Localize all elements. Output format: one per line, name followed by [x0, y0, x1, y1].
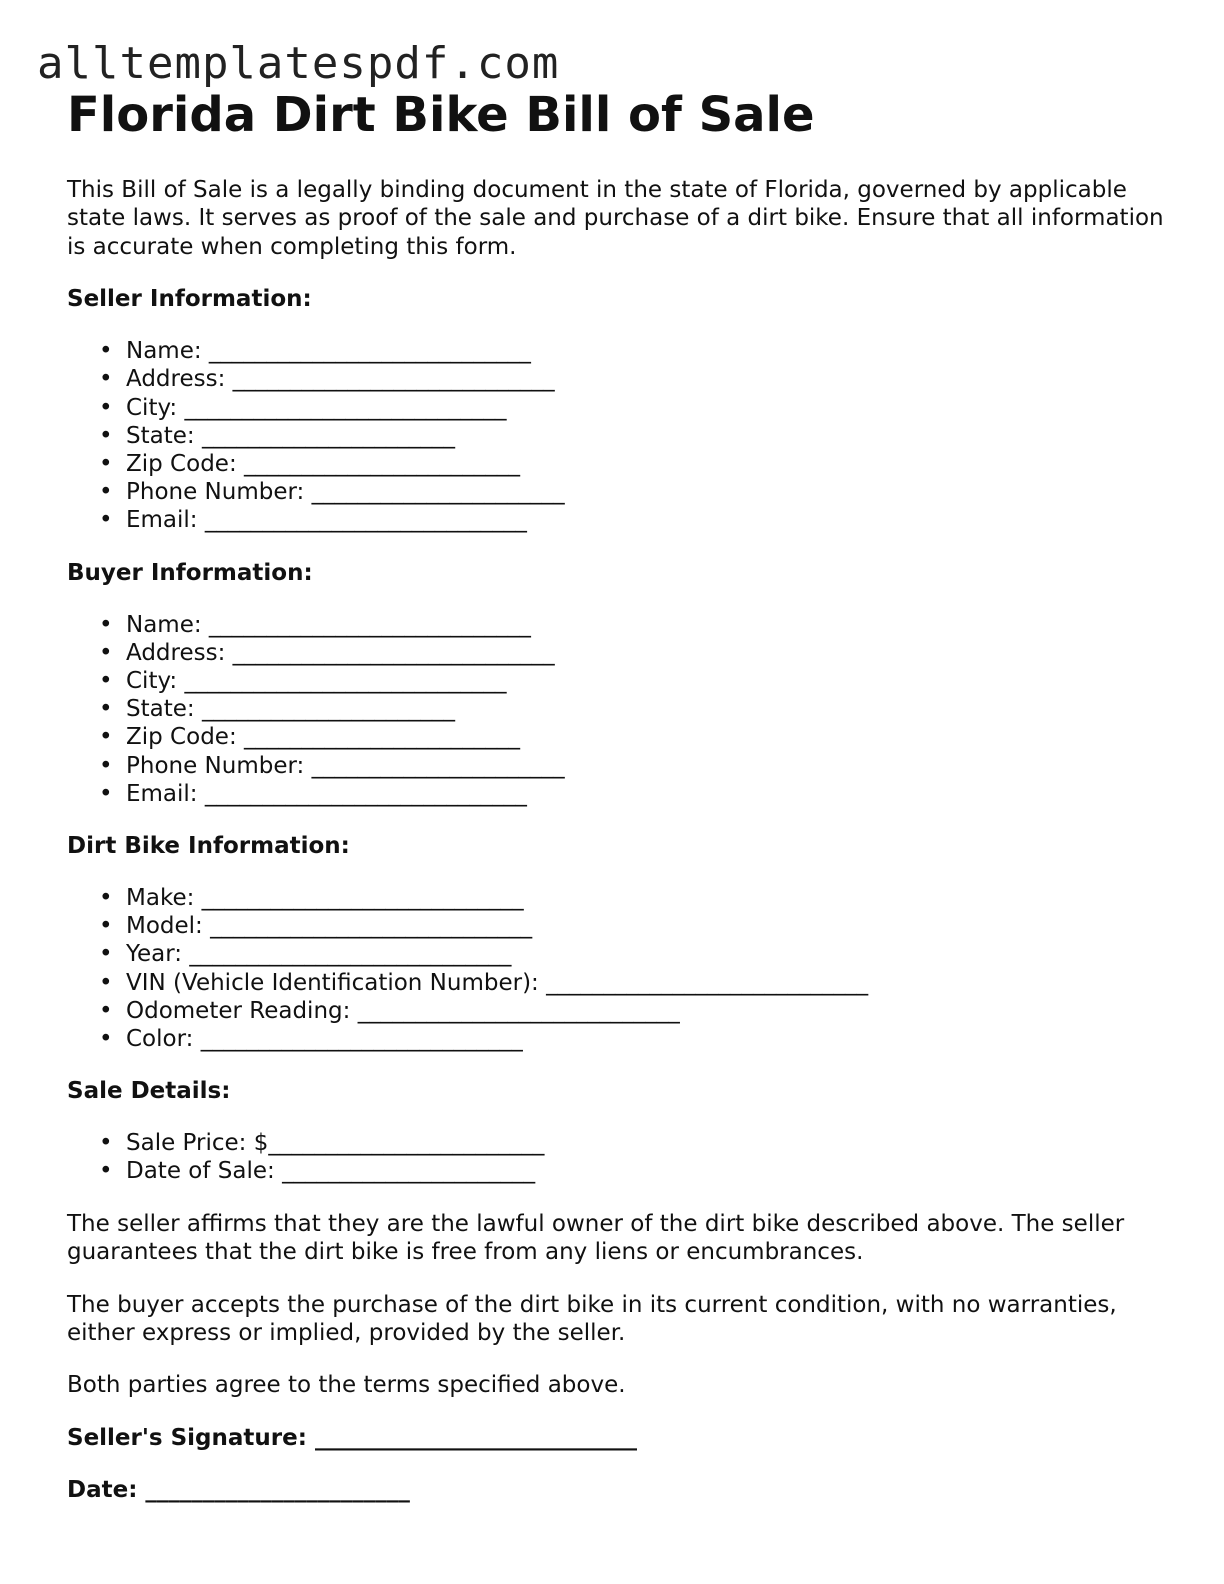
blank-line[interactable]: ____________________________: [314, 1424, 637, 1451]
blank-line[interactable]: ____________________________: [357, 997, 680, 1024]
date-line[interactable]: Date: _______________________: [67, 1476, 410, 1503]
buyer-state-field[interactable]: • State: ______________________: [126, 695, 1167, 723]
bike-odometer-field[interactable]: • Odometer Reading: ____________________________: [126, 997, 1167, 1025]
document-title: Florida Dirt Bike Bill of Sale: [67, 87, 815, 143]
seller-name-field[interactable]: • Name: ____________________________: [126, 337, 1167, 365]
blank-line[interactable]: ____________________________: [201, 885, 524, 912]
bike-year-field[interactable]: • Year: ____________________________: [126, 940, 1167, 968]
seller-state-field[interactable]: • State: ______________________: [126, 422, 1167, 450]
blank-line[interactable]: ______________________: [311, 752, 565, 779]
buyer-address-field[interactable]: • Address: ____________________________: [126, 639, 1167, 667]
blank-line[interactable]: ______________________: [311, 479, 565, 506]
blank-line[interactable]: ____________________________: [546, 969, 869, 996]
buyer-phone-field[interactable]: • Phone Number: ______________________: [126, 752, 1167, 780]
blank-line[interactable]: ____________________________: [200, 1026, 523, 1053]
buyer-name-field[interactable]: • Name: ____________________________: [126, 611, 1167, 639]
blank-line[interactable]: ____________________________: [204, 780, 527, 807]
bike-color-field[interactable]: • Color: ____________________________: [126, 1025, 1167, 1053]
blank-line[interactable]: ____________________________: [208, 611, 531, 638]
blank-line[interactable]: ________________________: [268, 1130, 545, 1157]
seller-email-field[interactable]: • Email: ____________________________: [126, 506, 1167, 534]
blank-line[interactable]: ________________________: [244, 724, 520, 751]
blank-line[interactable]: ______________________: [282, 1158, 536, 1185]
buyer-email-field[interactable]: • Email: ____________________________: [126, 780, 1167, 808]
blank-line[interactable]: ____________________________: [184, 394, 507, 421]
seller-city-field[interactable]: • City: ____________________________: [126, 394, 1167, 422]
blank-line[interactable]: ____________________________: [184, 668, 507, 695]
bike-vin-field[interactable]: • VIN (Vehicle Identification Number): ____________________________: [126, 969, 1167, 997]
blank-line[interactable]: ____________________________: [232, 366, 555, 393]
bike-heading: Dirt Bike Information:: [67, 833, 350, 860]
blank-line[interactable]: ______________________: [201, 422, 455, 449]
blank-line[interactable]: _______________________: [145, 1476, 410, 1503]
seller-field-list: [67, 337, 1167, 534]
blank-line[interactable]: ____________________________: [208, 338, 531, 365]
intro-paragraph: This Bill of Sale is a legally binding document in the state of Florida, governed by applicable state laws. It serves as proof of the sale and purchase of a dirt bike. Ensure that all information is accurate when completing this form.: [67, 177, 1164, 260]
blank-line[interactable]: ____________________________: [204, 507, 527, 534]
bike-model-field[interactable]: • Model: ____________________________: [126, 912, 1167, 940]
document-page: [67, 86, 1167, 1504]
bike-field-list: [67, 884, 1167, 1053]
buyer-field-list: [67, 611, 1167, 808]
buyer-acceptance: The buyer accepts the purchase of the dirt bike in its current condition, with no warranties, either express or implied, provided by the seller.: [67, 1291, 1117, 1346]
seller-zip-field[interactable]: • Zip Code: ________________________: [126, 450, 1167, 478]
blank-line[interactable]: ____________________________: [210, 913, 533, 940]
seller-signature-line[interactable]: Seller's Signature: ____________________________: [67, 1424, 637, 1451]
sale-heading: Sale Details:: [67, 1078, 231, 1105]
buyer-city-field[interactable]: • City: ____________________________: [126, 667, 1167, 695]
buyer-zip-field[interactable]: • Zip Code: ________________________: [126, 723, 1167, 751]
watermark: alltemplatespdf.com: [37, 38, 560, 89]
sale-date-field[interactable]: • Date of Sale: ______________________: [126, 1157, 1167, 1185]
sale-price-field[interactable]: • Sale Price: $________________________: [126, 1129, 1167, 1157]
blank-line[interactable]: ____________________________: [232, 639, 555, 666]
blank-line[interactable]: ____________________________: [189, 941, 512, 968]
seller-phone-field[interactable]: • Phone Number: ______________________: [126, 478, 1167, 506]
seller-affirmation: The seller affirms that they are the lawful owner of the dirt bike described above. The seller guarantees that the dirt bike is free from any liens or encumbrances.: [67, 1210, 1125, 1266]
blank-line[interactable]: ______________________: [201, 696, 455, 723]
seller-address-field[interactable]: • Address: ____________________________: [126, 365, 1167, 393]
bike-make-field[interactable]: • Make: ____________________________: [126, 884, 1167, 912]
buyer-heading: Buyer Information:: [67, 559, 313, 586]
blank-line[interactable]: ________________________: [244, 451, 520, 478]
seller-heading: Seller Information:: [67, 286, 312, 313]
sale-field-list: [67, 1129, 1167, 1185]
agreement-statement: Both parties agree to the terms specified above.: [67, 1372, 626, 1399]
